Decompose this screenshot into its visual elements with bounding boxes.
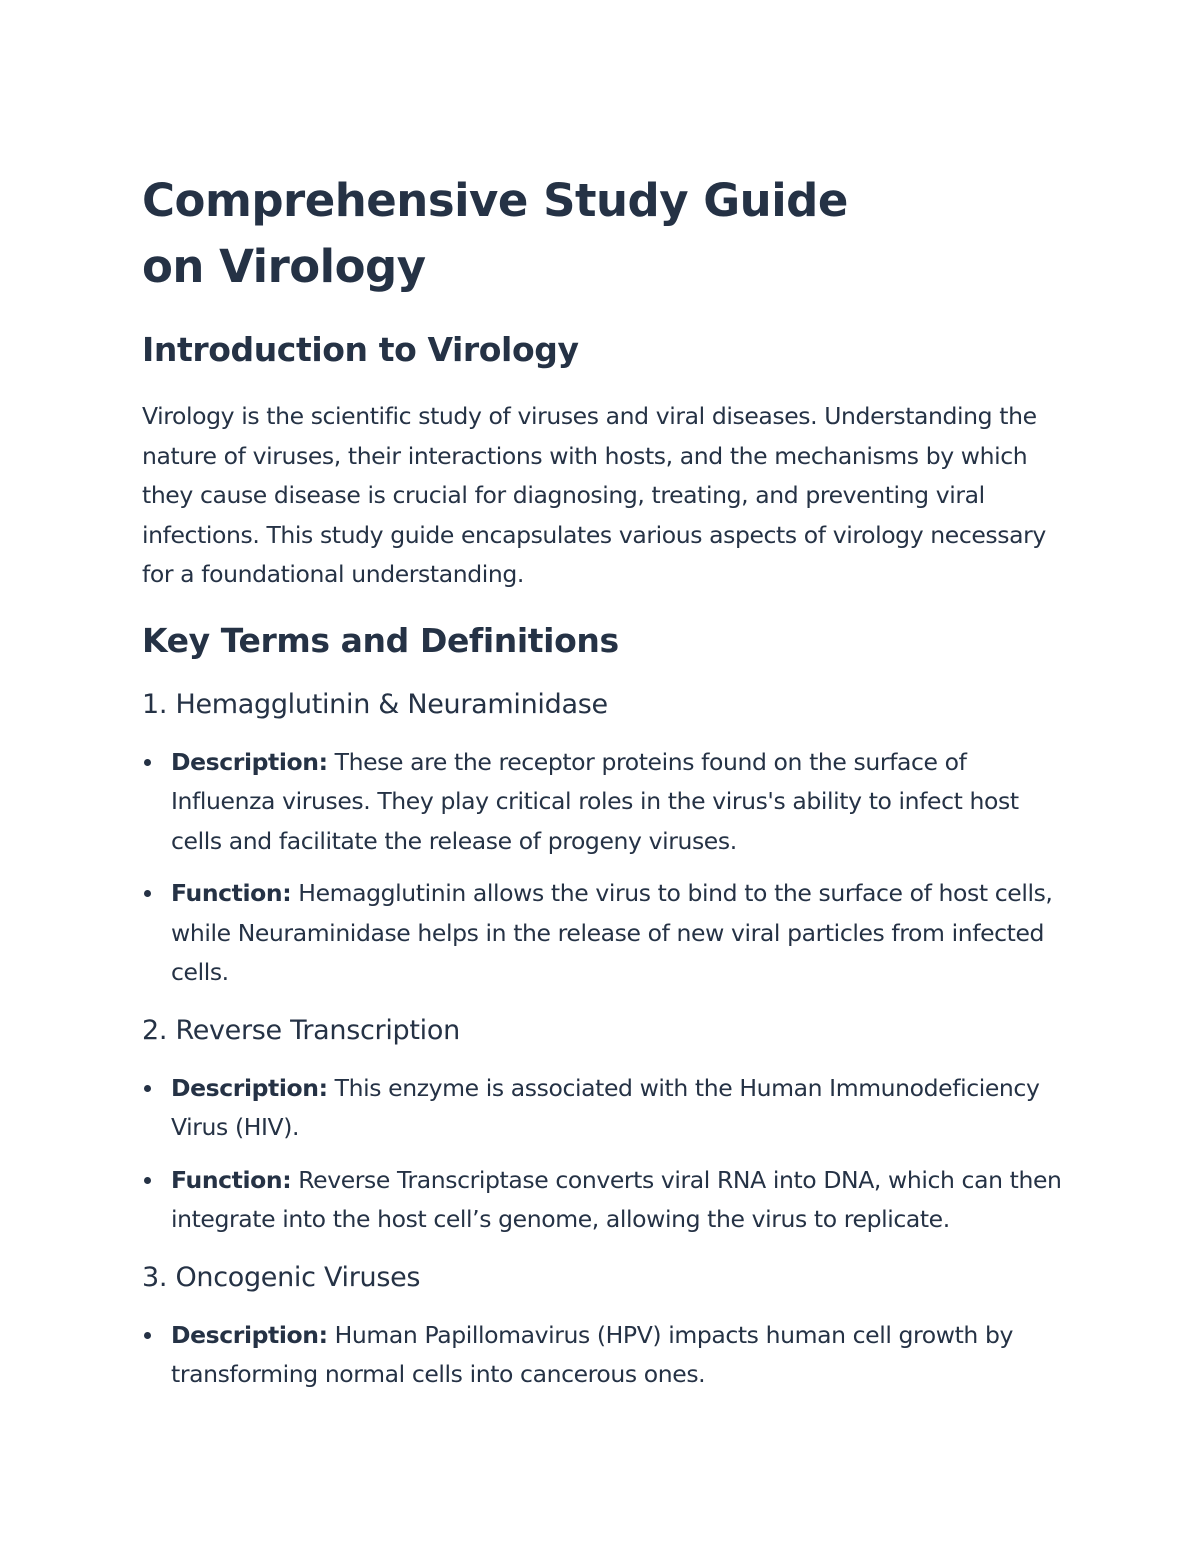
term-list-reverse-transcription — [142, 1069, 1072, 1240]
term-heading-hemagglutinin: 1. Hemagglutinin & Neuraminidase — [142, 688, 608, 720]
item-label: Description: — [171, 1073, 328, 1102]
item-text: Reverse Transcriptase converts viral RNA into DNA, which can then integrate into the host cell’s genome, allowing the virus to replicate. — [171, 1165, 1062, 1233]
intro-paragraph: Virology is the scientific study of viruses and viral diseases. Understanding the nature of viruses, their interactions with hosts, and the mechanisms by which they cause disease is crucial for diagnosing, treating, and preventing viral infections. This study guide encapsulates various aspects of virology necessary for a foundational understanding. — [142, 402, 1046, 588]
list-item — [142, 874, 1072, 993]
key-terms-heading: Key Terms and Definitions — [142, 620, 619, 660]
document-title: Comprehensive Study Guide on Virology — [142, 174, 848, 293]
item-text: These are the receptor proteins found on the surface of Influenza viruses. They play critical roles in the virus's ability to infect host cells and facilitate the release of progeny viruses. — [171, 747, 1019, 855]
list-item — [142, 1069, 1072, 1148]
list-item — [142, 743, 1072, 862]
bullet-icon — [144, 890, 151, 897]
bullet-icon — [144, 1332, 151, 1339]
list-item — [142, 1316, 1072, 1395]
item-label: Function: — [171, 879, 292, 907]
item-label: Function: — [171, 1165, 292, 1194]
item-text: This enzyme is associated with the Human Immunodeficiency Virus (HIV). — [171, 1073, 1040, 1141]
term-list-oncogenic-viruses — [142, 1316, 1072, 1395]
bullet-icon — [144, 759, 151, 766]
intro-heading: Introduction to Virology — [142, 330, 579, 369]
item-label: Description: — [171, 747, 328, 776]
term-heading-reverse-transcription: 2. Reverse Transcription — [142, 1014, 460, 1046]
bullet-icon — [144, 1085, 151, 1092]
list-item — [142, 1161, 1072, 1240]
term-list-hemagglutinin — [142, 743, 1072, 993]
item-text: Human Papillomavirus (HPV) impacts human cell growth by transforming normal cells into cancerous ones. — [171, 1320, 1014, 1388]
item-text: Hemagglutinin allows the virus to bind to the surface of host cells, while Neuraminidase helps in the release of new viral particles from infected cells. — [171, 879, 1053, 986]
document-page — [142, 168, 1072, 1395]
item-label: Description: — [171, 1320, 328, 1349]
term-heading-oncogenic-viruses: 3. Oncogenic Viruses — [142, 1261, 421, 1293]
bullet-icon — [144, 1177, 151, 1184]
